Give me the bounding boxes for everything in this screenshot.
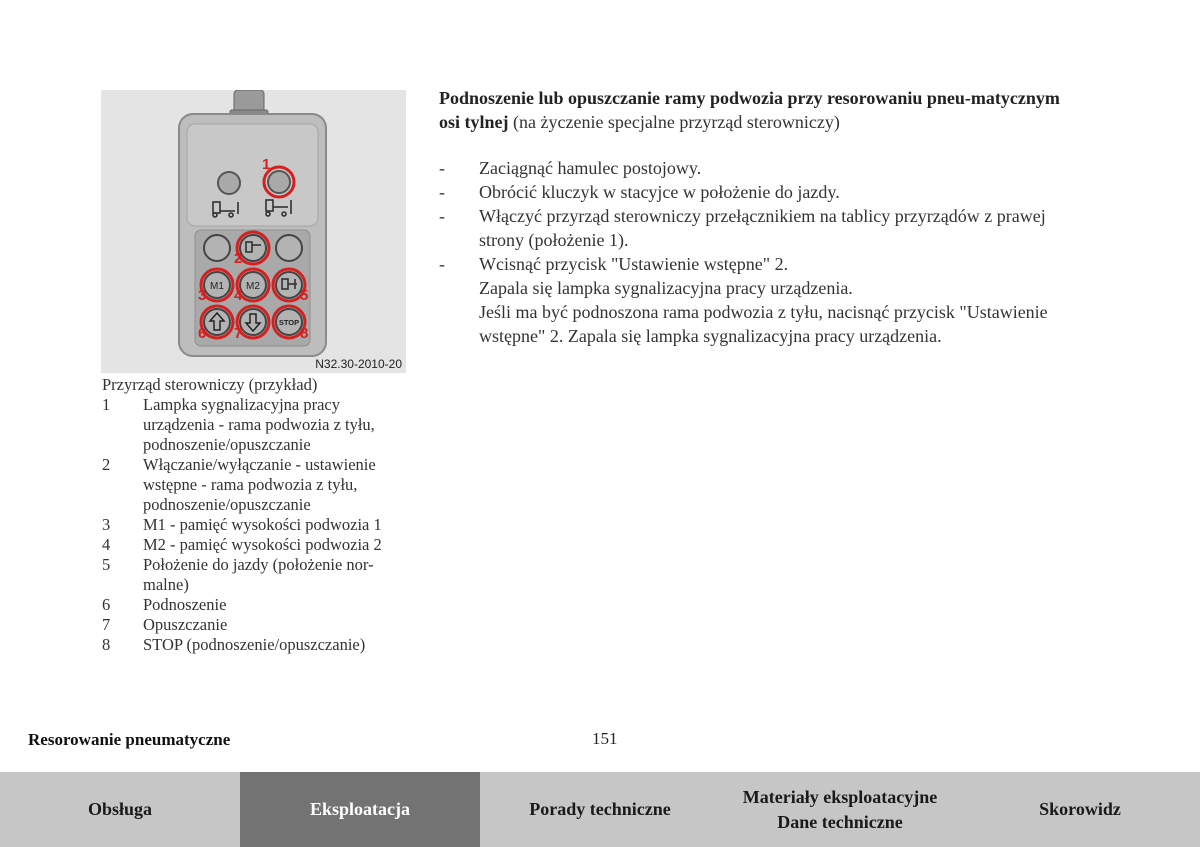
tab-label: Skorowidz [1039,799,1121,819]
main-content [439,86,1069,348]
legend-item [102,615,412,635]
figure-legend [102,375,412,655]
legend-item [102,535,412,555]
legend-item-number: 7 [102,615,111,634]
callout-number-3: 3 [198,287,207,304]
tab-label: Porady techniczne [529,799,671,819]
callout-number-4: 4 [234,287,243,304]
figure-code: N32.30-2010-20 [315,357,402,371]
legend-item [102,555,412,595]
m2-label: M2 [246,281,260,292]
step-dash: - [439,206,445,226]
stop-label: STOP [278,318,300,327]
control-unit-figure [101,90,406,373]
legend-item-text: Opuszczanie [143,615,228,634]
legend-item-text: Położenie do jazdy (położenie nor-malne) [143,555,374,594]
tab-materialy-dane-techniczne[interactable] [720,772,960,847]
indicator-lamp-right [268,171,290,193]
followup-text: Jeśli ma być podnoszona rama podwozia z tyłu, nacisnąć przycisk "Ustawienie wstępne" 2. Zapala się lampka sygnalizacyjna pracy urządzenia. [479,302,1048,346]
instruction-step [439,180,1069,204]
tab-obsluga[interactable] [0,772,240,847]
step-dash: - [439,254,445,274]
step-text: Obrócić kluczyk w stacyjce w położenie do jazdy. [479,182,840,202]
upper-panel [187,124,318,226]
blank-button-right [276,235,302,261]
instruction-step [439,156,1069,180]
step-text: Zaciągnąć hamulec postojowy. [479,158,702,178]
callout-number-6: 6 [198,325,207,342]
page-number: 151 [592,729,618,748]
callout-number-1: 1 [262,156,271,173]
drive-position-button [276,272,302,298]
legend-item-text: STOP (podnoszenie/opuszczanie) [143,635,366,654]
tab-label-line1: Materiały eksploatacyjne [742,786,938,807]
instruction-followup [439,276,1069,300]
bottom-nav-tabs [0,772,1200,847]
legend-item-number: 2 [102,455,111,474]
control-unit-illustration [101,90,406,373]
instruction-followup [439,300,1069,348]
legend-item-number: 6 [102,595,111,614]
legend-item [102,395,412,455]
footer-section-title: Resorowanie pneumatyczne [28,730,231,749]
legend-item [102,515,412,535]
tab-label-line2: Dane techniczne [777,811,903,832]
step-dash: - [439,158,445,178]
tab-skorowidz[interactable] [960,772,1200,847]
legend-item-text: M1 - pamięć wysokości podwozia 1 [143,515,382,534]
legend-item-number: 1 [102,395,111,414]
legend-item-text: Lampka sygnalizacyjna pracy urządzenia - rama podwozia z tyłu, podnoszenie/opuszczanie [143,395,375,454]
callout-number-2: 2 [234,250,243,267]
step-text: Wcisnąć przycisk "Ustawienie wstępne" 2. [479,254,789,274]
step-dash: - [439,182,445,202]
blank-button-left [204,235,230,261]
section-heading-bold: Podnoszenie lub opuszczanie ramy podwozia przy resorowaniu pneu-matycznym osi tylnej [439,88,1060,132]
legend-item [102,455,412,515]
callout-number-7: 7 [234,325,243,342]
section-heading [439,86,1069,134]
tab-label: Obsługa [87,799,153,819]
step-text: Włączyć przyrząd sterowniczy przełącznikiem na tablicy przyrządów z prawej strony (położenie 1). [479,206,1046,250]
followup-text: Zapala się lampka sygnalizacyjna pracy urządzenia. [479,278,853,298]
legend-item-number: 4 [102,535,111,554]
tab-eksploatacja[interactable] [240,772,480,847]
instruction-step [439,204,1069,252]
instruction-step [439,252,1069,276]
tab-porady-techniczne[interactable] [480,772,720,847]
legend-item-text: M2 - pamięć wysokości podwozia 2 [143,535,382,554]
legend-title: Przyrząd sterowniczy (przykład) [102,375,318,394]
legend-item-number: 8 [102,635,111,654]
m1-label: M1 [210,281,224,292]
section-heading-note: (na życzenie specjalne przyrząd sterowniczy) [508,112,840,132]
legend-item-number: 5 [102,555,111,574]
legend-item-text: Podnoszenie [143,595,227,614]
callout-number-8: 8 [300,325,309,342]
legend-item [102,635,412,655]
legend-item-number: 3 [102,515,111,534]
preset-button [240,235,266,261]
tab-label: Eksploatacja [309,799,410,819]
legend-item [102,595,412,615]
legend-item-text: Włączanie/wyłączanie - ustawienie wstępne - rama podwozia z tyłu, podnoszenie/opuszczanie [143,455,376,514]
callout-number-5: 5 [300,287,309,304]
indicator-lamp-left [218,172,240,194]
